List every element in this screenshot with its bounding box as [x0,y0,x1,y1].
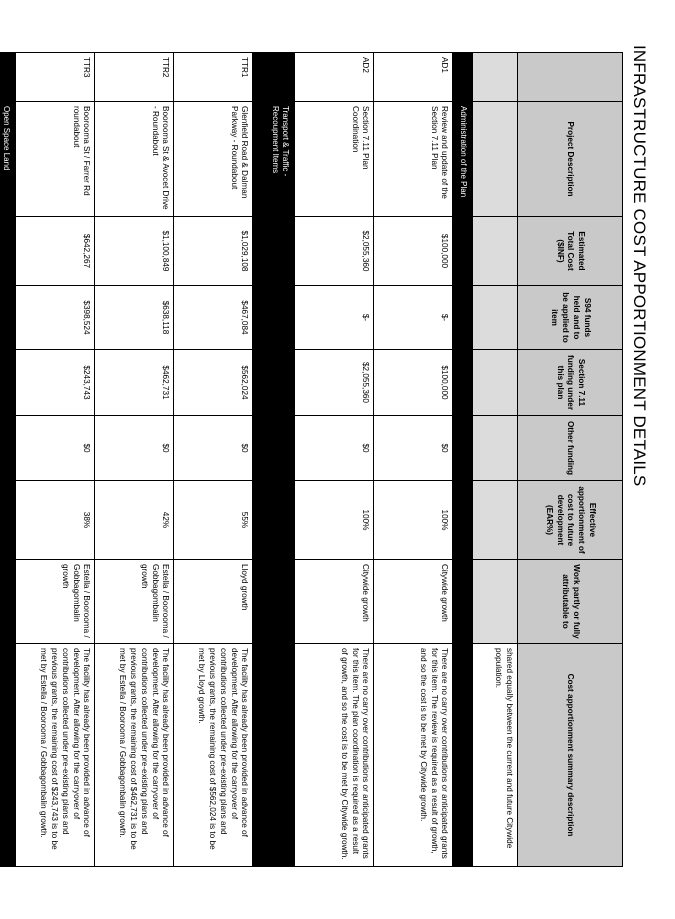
page-title: INFRASTRUCTURE COST APPORTIONMENT DETAILS [630,45,649,487]
row-id: TTR1 [174,53,253,102]
row-summary: There are no carry over contributions or anticipated grants for this item. The review is required as a result of growth, and so the cost is to be met by Citywide growth. [374,644,453,867]
table-row-ad1 [374,53,453,867]
row-section-711: $462,731 [95,350,174,416]
table-row-ad2 [295,53,374,867]
row-id: TTR3 [16,53,95,102]
row-section-711: $243,743 [16,350,95,416]
header-project-description: Project Description [518,102,623,217]
row-section-711: $100,000 [374,350,453,416]
table-row-ttr2 [95,53,174,867]
row-attributable: Citywide growth [374,560,453,644]
section-label-admin: Administration of the Plan [453,102,473,867]
row-summary: The facility has already been provided in advance of development. After allowing for the carryover of contributions collected under pre-existing plans and previous grants, the remaining cost of $462,731 is to be met by Estella / Boorooma / Gobbagombalin growth. [95,644,174,867]
table-row-ttr1 [174,53,253,867]
row-ear: 42% [95,481,174,560]
cost-apportionment-table [0,52,623,867]
cell-empty [473,53,518,102]
row-total-cost: $1,100,849 [95,217,174,286]
row-other-funding: $0 [374,416,453,481]
table-row-ttr3 [16,53,95,867]
section-fill [253,217,295,867]
row-summary: The facility has already been provided in advance of development. After allowing for the carryover of contributions collected under pre-existing plans and previous grants, the remaining cost of $562,024 is to be met by Lloyd growth. [174,644,253,867]
section-spacer [0,53,16,102]
row-id: AD1 [374,53,453,102]
row-s94-funds: $467,084 [174,286,253,350]
row-description: Glenfield Road & Dalman Parkway - Roundabout [174,102,253,217]
header-summary: Cost apportionment summary description [518,644,623,867]
row-attributable: Estella / Boorooma / Gobbagombalin growth [16,560,95,644]
header-estimated-total-cost: Estimated Total Cost ($INF) [518,217,623,286]
row-ear: 100% [295,481,374,560]
row-total-cost: $100,000 [374,217,453,286]
row-other-funding: $0 [95,416,174,481]
row-description: Section 7.11 Plan Coordination [295,102,374,217]
row-other-funding: $0 [174,416,253,481]
row-total-cost: $1,029,108 [174,217,253,286]
row-attributable: Citywide growth [295,560,374,644]
table-row-intro [473,53,518,867]
cell-empty [473,560,518,644]
row-description: Boorooma St & Avocet Drive - Roundabout [95,102,174,217]
row-ear: 100% [374,481,453,560]
row-total-cost: $642,267 [16,217,95,286]
cell-empty [473,102,518,217]
intro-summary: shared equally between the current and future Citywide population. [473,644,518,867]
header-s94-funds: S94 funds held and to be applied to item [518,286,623,350]
cell-empty [473,217,518,286]
cell-empty [473,416,518,481]
row-s94-funds: $398,524 [16,286,95,350]
row-total-cost: $2,055,360 [295,217,374,286]
row-s94-funds: $- [374,286,453,350]
section-spacer [253,53,295,102]
row-summary: There are no carry over contributions or anticipated grants for this item. The plan coordination is required as a result of growth, and so the cost is to be met by Citywide growth. [295,644,374,867]
header-section-711-funding: Section 7.11 funding under this plan [518,350,623,416]
cell-empty [473,350,518,416]
cell-empty [473,481,518,560]
section-admin [453,53,473,867]
section-label-transport: Transport & Traffic - Recoupment Items [253,102,295,217]
section-open-space [0,53,16,867]
row-section-711: $2,055,360 [295,350,374,416]
row-id: TTR2 [95,53,174,102]
row-id: AD2 [295,53,374,102]
row-description: Review and update of the Section 7.11 Plan [374,102,453,217]
row-other-funding: $0 [295,416,374,481]
row-attributable: Lloyd growth [174,560,253,644]
row-other-funding: $0 [16,416,95,481]
row-s94-funds: $- [295,286,374,350]
section-spacer [453,53,473,102]
row-s94-funds: $638,118 [95,286,174,350]
cell-empty [473,286,518,350]
section-transport [253,53,295,867]
row-description: Boorooma St / Farrer Rd roundabout [16,102,95,217]
row-summary: The facility has already been provided in advance of development. After allowing for the carryover of contributions collected under pre-existing plans and previous grants, the remaining cost of $243,743 is to be met by Estella / Boorooma / Gobbagombalin growth. [16,644,95,867]
header-id [518,53,623,102]
section-label-open-space: Open Space Land [0,102,16,867]
header-row [518,53,623,867]
row-ear: 55% [174,481,253,560]
header-work-attributable: Work partly or fully attributable to [518,560,623,644]
header-ear: Effective apportionment of cost to future development (EAR%) [518,481,623,560]
header-other-funding: Other funding [518,416,623,481]
row-section-711: $562,024 [174,350,253,416]
row-ear: 38% [16,481,95,560]
row-attributable: Estella / Boorooma / Gobbagombalin growth [95,560,174,644]
